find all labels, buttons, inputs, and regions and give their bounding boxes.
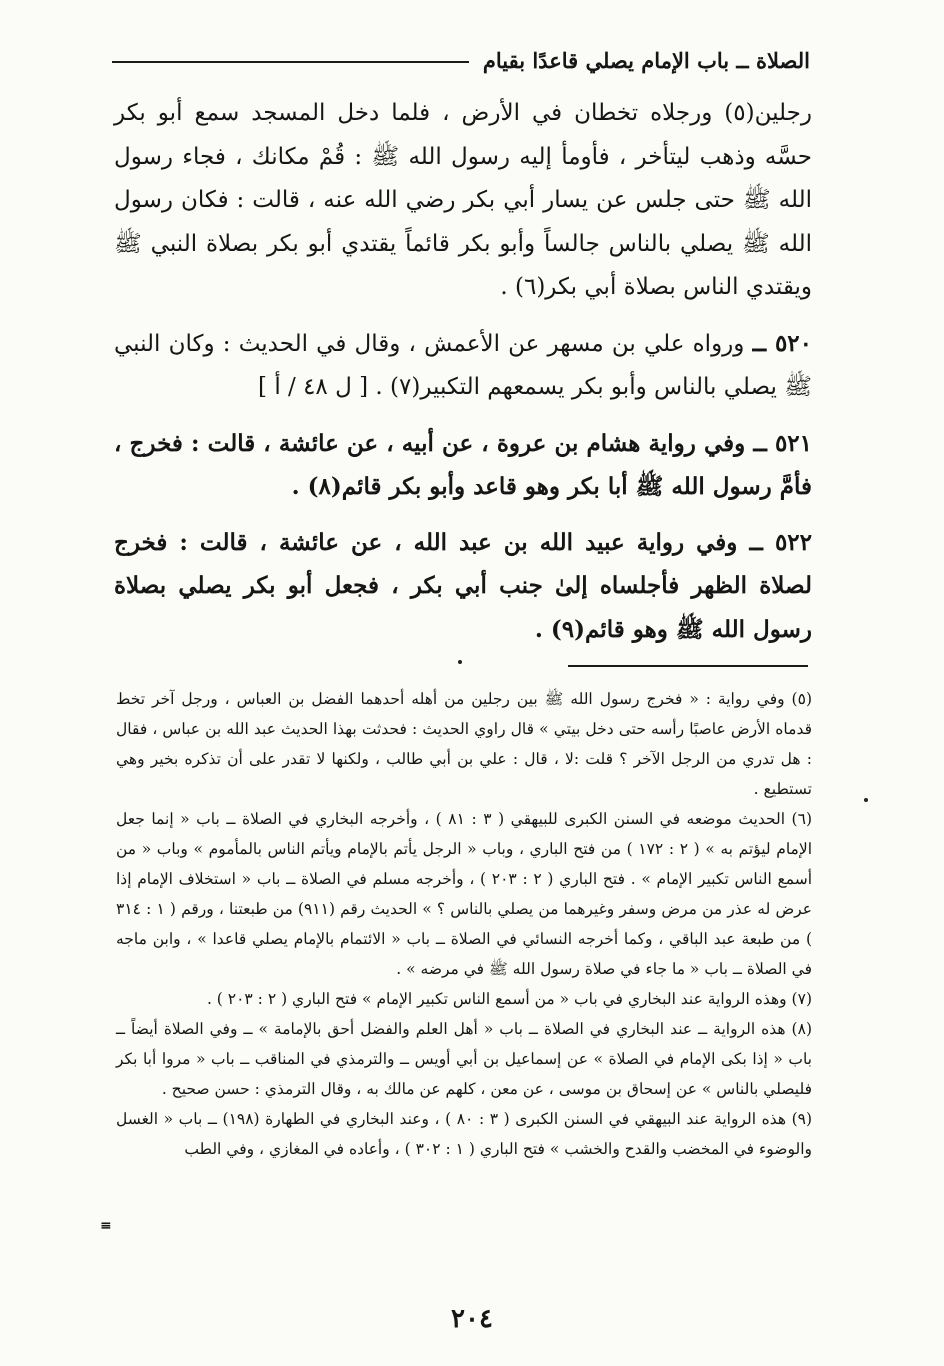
main-text [114,92,812,651]
footnote-8: (٨) هذه الرواية ــ عند البخاري في الصلاة ــ باب « أهل العلم والفضل أحق بالإمامة » ــ وفي الصلاة أيضاً ــ باب « إذا بكى الإمام في الصلاة » عن إسماعيل بن أبي أويس ــ والترمذي في المناقب ــ باب « مروا أبا بكر فليصلي بالناس » عن إسحاق بن موسى ، عن معن ، كلهم عن مالك به ، وقال الترمذي : حسن صحيح . [116,1020,812,1098]
hadith-text: ورواه علي بن مسهر عن الأعمش ، وقال في الحديث : وكان النبي ﷺ يصلي بالناس وأبو بكر يسمعهم التكبير(٧) . [114,330,812,400]
footnote-5: (٥) وفي رواية : « فخرج رسول الله ﷺ بين رجلين من أهله أحدهما الفضل بن العباس ، ورجل آخر تخط قدماه الأرض عاصبًا رأسه حتى دخل بيتي » قال راوي الحديث : فحدثت بهذا الحديث عبد الله بن عباس ، فقال : هل تدري من الرجل الآخر ؟ قلت :لا ، قال : علي بن أبي طالب ، ولكنها لا تقدر على أن تذكره بخير وهي تستطيع . [116,690,812,798]
hadith-number: ٥٢١ ــ [753,429,813,457]
hadith-520 [114,322,812,410]
page-number: ٢٠٤ [451,1304,493,1334]
hadith-number: ٥٢٠ ــ [752,329,813,357]
hadith-522 [114,521,812,652]
footnote-6: (٦) الحديث موضعه في السنن الكبرى للبيهقي ( ٣ : ٨١ ) ، وأخرجه البخاري في الصلاة ــ باب « إنما جعل الإمام ليؤتم به » ( ٢ : ١٧٢ ) من فتح الباري ، وباب « الرجل يأتم بالإمام ويأتم الناس بالمأموم » وباب « من أسمع الناس تكبير الإمام » . فتح الباري ( ٢ : ٢٠٣ ) ، وأخرجه مسلم في الصلاة ــ باب « استخلاف الإمام إذا عرض له عذر من مرض وسفر وغيرهما من يصلي بالناس ؟ » الحديث رقم (٩١١) من طبعتنا ، ورقم ( ١ : ٣١٤ ) من طبعة عبد الباقي ، وكما أخرجه النسائي في الصلاة ــ باب « الائتمام بالإمام يصلي قاعدا » ، وابن ماجه في الصلاة ــ باب « ما جاء في صلاة رسول الله ﷺ في مرضه » . [116,810,813,978]
footnote-9: (٩) هذه الرواية عند البيهقي في السنن الكبرى ( ٣ : ٨٠ ) ، وعند البخاري في الطهارة (١٩٨) ــ باب « الغسل والوضوء في المخضب والقدح والخشب » فتح الباري ( ١ : ٣٠٢ ) ، وأعاده في المغازي ، وفي الطب [116,1110,813,1158]
footnote-separator [568,665,808,667]
hadith-text: وفي رواية عبيد الله بن عبد الله ، عن عائشة ، قالت : فخرج لصلاة الظهر فأجلساه إلىٰ جنب أبي بكر ، فجعل أبو بكر يصلي بصلاة رسول الله ﷺ وهو قائم(٩) . [114,528,812,643]
running-header [112,42,810,78]
scan-speck [864,798,868,802]
manuscript-folio-marker: [ ل ٤٨ / أ ] [258,374,369,400]
hadith-number: ٥٢٢ ــ [749,528,812,556]
scan-speck [458,660,462,664]
continuation-mark-icon: ≡ [100,1218,112,1234]
footnote-7: (٧) وهذه الرواية عند البخاري في باب « من أسمع الناس تكبير الإمام » فتح الباري ( ٢ : ٢٠٣ ) . [206,990,812,1008]
hadith-521 [114,422,812,509]
hadith-text: وفي رواية هشام بن عروة ، عن أبيه ، عن عائشة ، قالت : فخرج ، فأمَّ رسول الله ﷺ أبا بكر وهو قاعد وأبو بكر قائم(٨) . [114,429,812,500]
footnotes [116,684,812,1164]
header-rule [112,61,469,63]
header-title: الصلاة ــ باب الإمام يصلي قاعدًا بقيام [482,47,810,73]
paragraph-continuation: رجلين(٥) ورجلاه تخطان في الأرض ، فلما دخل المسجد سمع أبو بكر حسَّه وذهب ليتأخر ، فأومأ إليه رسول الله ﷺ : قُمْ مكانك ، فجاء رسول الله ﷺ حتى جلس عن يسار أبي بكر رضي الله عنه ، قالت : فكان رسول الله ﷺ يصلي بالناس جالساً وأبو بكر قائماً يقتدي أبو بكر بصلاة النبي ﷺ ويقتدي الناس بصلاة أبي بكر(٦) . [114,100,812,300]
